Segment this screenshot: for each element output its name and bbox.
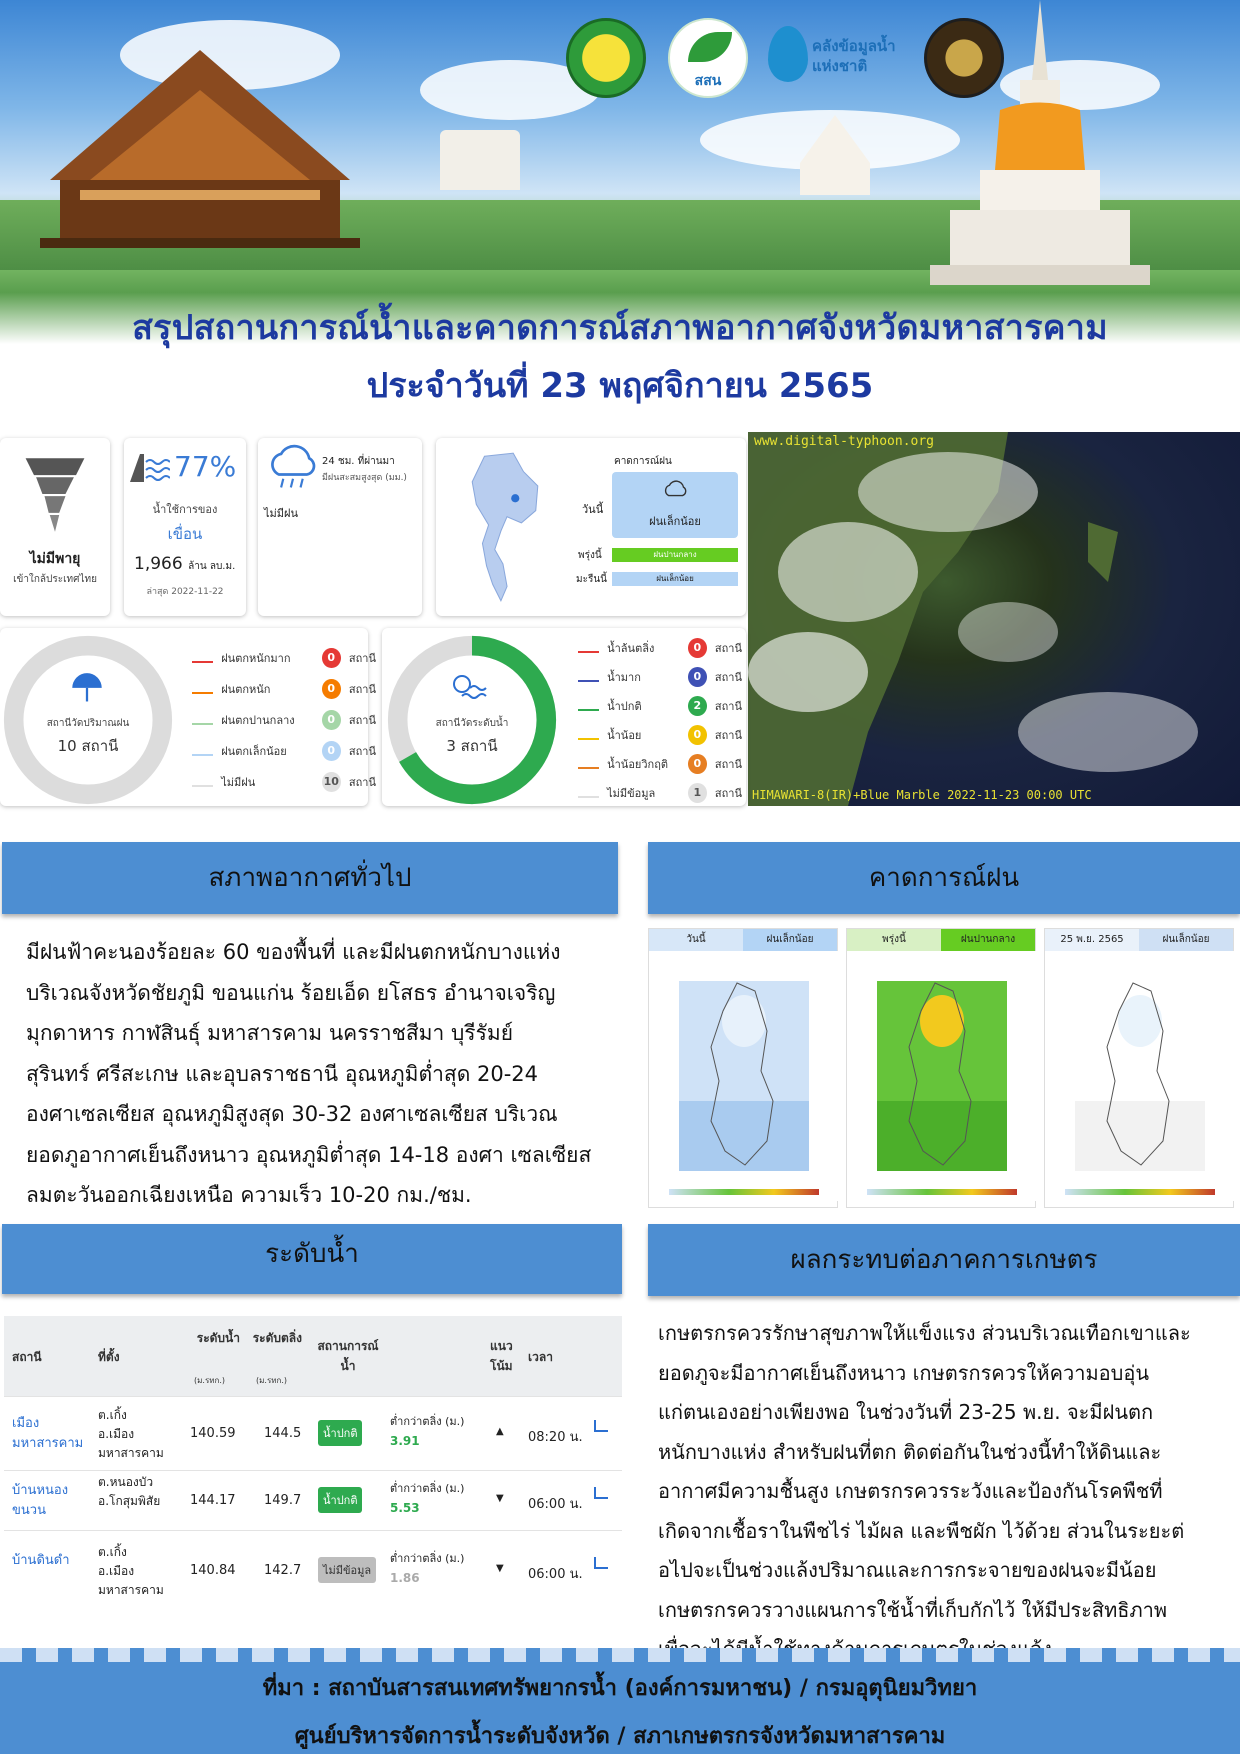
legend-label: ฝนตกเล็กน้อย [221,745,287,758]
station-location [98,1543,164,1600]
text-line: ยอดภูจะมีอากาศเย็นถึงหนาว เกษตรกรควรให้ความอบอุ่น [658,1360,1150,1385]
legend-row [578,754,742,774]
dam-volume: 1,966 [134,554,183,574]
table-row [4,1530,622,1610]
map-level: ฝนเล็กน้อย [1139,929,1233,951]
national-water-data-logo: คลังข้อมูลน้ำแห่งชาติ [812,37,896,75]
trend-arrow-icon: ▼ [496,1493,504,1504]
legend-row [192,741,376,761]
dam-card [124,438,246,616]
station-name-line: เมือง [12,1416,40,1431]
text-line: องศาเซลเซียส อุณหภูมิสูงสุด 30-32 องศาเซลเซียส บริเวณ [26,1102,558,1126]
legend-label: น้ำมาก [607,671,641,684]
text-line: ลมตะวันออกเฉียงเหนือ ความเร็ว 10-20 กม./ชม. [26,1183,472,1207]
rain-forecast-card [436,438,746,616]
legend-row [192,679,376,699]
agri-impact-text [658,1314,1232,1670]
legend-label: น้ำน้อยวิกฤติ [607,758,669,771]
diff-value: 3.91 [390,1434,420,1448]
tree-emblem-icon [924,18,1004,98]
col-level-unit: (ม.รทก.) [194,1376,226,1385]
legend-count: 0 [322,710,341,730]
legend-unit: สถานี [348,652,376,665]
location-line: อ.เมือง [98,1427,135,1441]
province-rain-map [847,951,1037,1201]
col-status: สถานการณ์น้ำ [317,1339,379,1373]
legend-row [192,710,376,730]
table-row [4,1396,622,1470]
diff-label: ต่ำกว่าตลิ่ง (ม.) [390,1482,465,1495]
temple-illustration [20,30,380,260]
map-day: 25 พ.ย. 2565 [1045,929,1139,951]
rain-forecast-heading: คาดการณ์ฝน [648,842,1240,914]
forecast-next-label: มะรืนนี้ [576,574,608,585]
source-line-2: ศูนย์บริหารจัดการน้ำระดับจังหวัด / สภาเกษตรกรจังหวัดมหาสารคาม [294,1724,946,1749]
page-date: ประจำวันที่ 23 พฤศจิกายน 2565 [366,366,874,406]
text-line: ยอดภูอากาศเย็นถึงหนาว อุณหภูมิต่ำสุด 14-18 องศา เซลเซียส [26,1142,592,1167]
col-time: เวลา [528,1350,553,1364]
royal-irrigation-seal-icon [566,18,646,98]
forecast-title: คาดการณ์ฝน [614,456,672,467]
location-line: อ.โกสุมพิสัย [98,1494,161,1508]
rain24-title: 24 ชม. ที่ผ่านมา [322,456,395,467]
legend-count: 0 [688,667,707,687]
legend-row [192,648,376,668]
location-line: ต.เกิ้ง [98,1545,127,1559]
water-level-icon [452,674,492,704]
water-level-value: 140.59 [190,1426,236,1441]
map-level: ฝนเล็กน้อย [743,929,837,951]
station-name-link[interactable] [12,1551,70,1571]
legend-row [578,725,742,745]
legend-unit: สถานี [348,683,376,696]
map-level: ฝนปานกลาง [941,929,1035,951]
rain-station-card [0,628,376,806]
bank-level-value: 142.7 [264,1563,302,1578]
legend-count: 10 [322,772,341,792]
dam-type: เขื่อน [167,525,203,543]
legend-count: 2 [688,696,707,716]
rain-forecast-map [648,928,838,1208]
water-level-table [4,1316,622,1616]
trend-arrow-icon: ▲ [496,1426,504,1437]
legend-unit: สถานี [714,700,742,713]
text-line: อากาศมีความชื้นสูง เกษตรกรควรระวังและป้องกันโรคพืชที่ [658,1479,1163,1503]
status-swatch-icon [578,730,599,740]
legend-label: ฝนตกหนัก [221,683,271,696]
bank-level-value: 144.5 [264,1426,302,1441]
status-swatch-icon [578,643,599,653]
bank-level-value: 149.7 [264,1493,302,1508]
general-weather-text [26,932,608,1216]
rain-cloud-icon [266,444,320,492]
legend-unit: สถานี [714,642,742,655]
legend-label: ฝนตกปานกลาง [221,714,295,727]
legend-count: 0 [322,741,341,761]
col-station: สถานี [12,1350,42,1364]
logo-strip [560,16,1010,106]
legend-unit: สถานี [714,729,742,742]
legend-unit: สถานี [714,787,742,800]
legend-row [578,667,742,687]
water-station-label: สถานีวัดระดับน้ำ [435,718,509,729]
rain24-status: ไม่มีฝน [264,507,298,520]
forecast-today-value: ฝนเล็กน้อย [649,515,701,528]
page-title: สรุปสถานการณ์น้ำและคาดการณ์สภาพอากาศจังหวัดมหาสารคาม [132,308,1108,348]
diff-label: ต่ำกว่าตลิ่ง (ม.) [390,1415,465,1428]
text-line: อไปจะเป็นช่วงแล้งปริมาณและการกระจายของฝนจะมีน้อย [658,1558,1157,1582]
dam-unit: ล้าน ลบ.ม. [188,561,236,572]
status-swatch-icon [192,746,213,756]
text-line: แก่ตนเองอย่างเพียงพอ ในช่วงวันที่ 23-25 พ.ย. จะมีฝนตก [658,1400,1154,1424]
legend-unit: สถานี [348,776,376,789]
legend-label: น้ำน้อย [607,729,642,742]
location-line: อ.เมือง [98,1564,135,1578]
status-badge: น้ำปกติ [318,1487,362,1513]
general-weather-heading: สภาพอากาศทั่วไป [2,842,618,914]
text-line: เกษตรกรควรรักษาสุขภาพให้แข็งแรง ส่วนบริเวณเทือกเขาและ [658,1321,1191,1345]
col-location: ที่ตั้ง [98,1350,120,1364]
legend-count: 0 [688,638,707,658]
status-badge: น้ำปกติ [318,1420,362,1446]
rain-forecast-map [846,928,1036,1208]
legend-row [192,772,376,792]
col-trend: แนวโน้ม [490,1339,513,1373]
dam-label: น้ำใช้การของ [152,503,218,516]
forecast-today-label: วันนี้ [582,503,604,516]
legend-row [578,783,742,803]
cloud-icon [662,480,690,498]
storm-sub: เข้าใกล้ประเทศไทย [13,574,97,585]
diff-value: 5.53 [390,1501,420,1515]
water-drop-icon [768,26,808,82]
water-level-heading: ระดับน้ำ [2,1224,622,1294]
satellite-url: www.digital-typhoon.org [754,434,935,449]
water-level-value: 144.17 [190,1493,236,1508]
water-station-total: 3 สถานี [446,737,498,755]
status-swatch-icon [578,701,599,711]
status-swatch-icon [578,759,599,769]
col-bank-unit: (ม.รทก.) [256,1376,288,1385]
text-line: เกิดจากเชื้อราในพืชไร่ ไม้ผล และพืชผัก ไว้ด้วย ส่วนในระยะต่ [658,1518,1185,1543]
legend-label: ไม่มีข้อมูล [607,787,656,800]
chart-link-icon[interactable] [594,1420,608,1432]
measure-time: 06:00 น. [528,1567,583,1582]
dam-wave-icon [130,454,170,482]
legend-count: 0 [688,725,707,745]
location-line: ต.หนองบัว [98,1475,154,1489]
forecast-tomorrow-value: ฝนปานกลาง [612,548,738,562]
text-line: บริเวณจังหวัดชัยภูมิ ขอนแก่น ร้อยเอ็ด ยโสธร อำนาจเจริญ [26,980,556,1005]
forecast-tomorrow-label: พรุ่งนี้ [578,550,602,561]
legend-unit: สถานี [348,714,376,727]
status-swatch-icon [578,788,599,798]
dam-percent: 77% [174,450,237,483]
white-pagoda [440,130,520,190]
satellite-caption: HIMAWARI-8(IR)+Blue Marble 2022-11-23 00:00 UTC [752,788,1092,802]
table-row [4,1470,622,1530]
text-line: มุกดาหาร กาฬสินธุ์ มหาสารคาม นครราชสีมา บุรีรัมย์ [26,1021,513,1045]
status-swatch-icon [192,715,213,725]
rain-station-label: สถานีวัดปริมาณฝน [46,718,130,729]
station-name-line: ขนวน [12,1503,46,1518]
forecast-today-box [612,472,738,538]
station-name-link[interactable] [12,1481,68,1521]
text-line: หนักบางแห่ง สำหรับฝนที่ตก ติดต่อกันในช่วงนี้ทำให้ดินและ [658,1439,1162,1464]
rain-forecast-map [1044,928,1234,1208]
dam-updated: ล่าสุด 2022-11-22 [146,587,224,597]
col-level: ระดับน้ำ [196,1331,240,1345]
leaf-icon: สสน [668,18,748,98]
station-location [98,1406,164,1463]
rain24-card [258,438,422,616]
hero-banner [0,0,1240,430]
province-rain-map [649,951,839,1201]
legend-label: ฝนตกหนักมาก [221,652,291,665]
chart-link-icon[interactable] [594,1557,608,1569]
diff-label: ต่ำกว่าตลิ่ง (ม.) [390,1552,465,1565]
legend-count: 0 [688,754,707,774]
station-name-line: มหาสารคาม [12,1436,84,1451]
location-line: มหาสารคาม [98,1446,164,1460]
water-level-value: 140.84 [190,1563,236,1578]
diff-value: 1.86 [390,1571,420,1585]
status-swatch-icon [192,653,213,663]
thailand-map-icon [464,446,546,610]
location-line: มหาสารคาม [98,1583,164,1597]
station-name-line: บ้านดินดำ [12,1553,70,1568]
station-name-line: บ้านหนอง [12,1483,69,1498]
province-rain-map [1045,951,1235,1201]
forecast-next-value: ฝนเล็กน้อย [612,572,738,586]
status-swatch-icon [578,672,599,682]
text-line: มีฝนฟ้าคะนองร้อยละ 60 ของพื้นที่ และมีฝนตกหนักบางแห่ง [26,940,561,964]
map-header [847,929,1035,951]
location-line: ต.เกิ้ง [98,1408,127,1422]
legend-row [578,638,742,658]
umbrella-icon [70,672,104,706]
status-badge: ไม่มีข้อมูล [318,1557,376,1583]
station-name-link[interactable] [12,1414,83,1454]
legend-count: 0 [322,679,341,699]
text-line: สุรินทร์ ศรีสะเกษ และอุบลราชธานี อุณหภูมิต่ำสุด 20-24 [26,1061,539,1086]
rain24-subtitle: มีฝนสะสมสูงสุด (มม.) [322,473,407,483]
satellite-landmass [748,432,1240,806]
legend-unit: สถานี [714,758,742,771]
tornado-icon [15,452,95,536]
map-header [1045,929,1233,951]
legend-unit: สถานี [714,671,742,684]
footer-dashed-strip [0,1648,1240,1662]
storm-status: ไม่มีพายุ [29,551,81,567]
chart-link-icon[interactable] [594,1487,608,1499]
legend-count: 1 [688,783,707,803]
rain-station-total: 10 สถานี [57,737,119,755]
col-bank: ระดับตลิ่ง [252,1331,302,1345]
station-location [98,1473,160,1511]
dam-volume-row [134,554,246,574]
map-day: พรุ่งนี้ [847,929,941,951]
legend-label: น้ำล้นตลิ่ง [607,642,655,655]
measure-time: 06:00 น. [528,1497,583,1512]
legend-label: ไม่มีฝน [221,776,256,789]
text-line: เกษตรกรควรวางแผนการใช้น้ำที่เก็บกักไว้ ให้มีประสิทธิภาพ [658,1597,1168,1622]
legend-unit: สถานี [348,745,376,758]
legend-label: น้ำปกติ [607,700,642,713]
satellite-image [748,432,1240,806]
trend-arrow-icon: ▼ [496,1563,504,1574]
source-line-1: ที่มา : สถาบันสารสนเทศทรัพยากรน้ำ (องค์การมหาชน) / กรมอุตุนิยมวิทยา [262,1676,978,1701]
legend-count: 0 [322,648,341,668]
status-swatch-icon [192,777,213,787]
table-header [4,1316,622,1396]
map-header [649,929,837,951]
status-swatch-icon [192,684,213,694]
map-day: วันนี้ [649,929,743,951]
storm-card [0,438,110,616]
agri-impact-heading: ผลกระทบต่อภาคการเกษตร [648,1224,1240,1296]
legend-row [578,696,742,716]
measure-time: 08:20 น. [528,1430,583,1445]
water-station-card [382,628,746,806]
